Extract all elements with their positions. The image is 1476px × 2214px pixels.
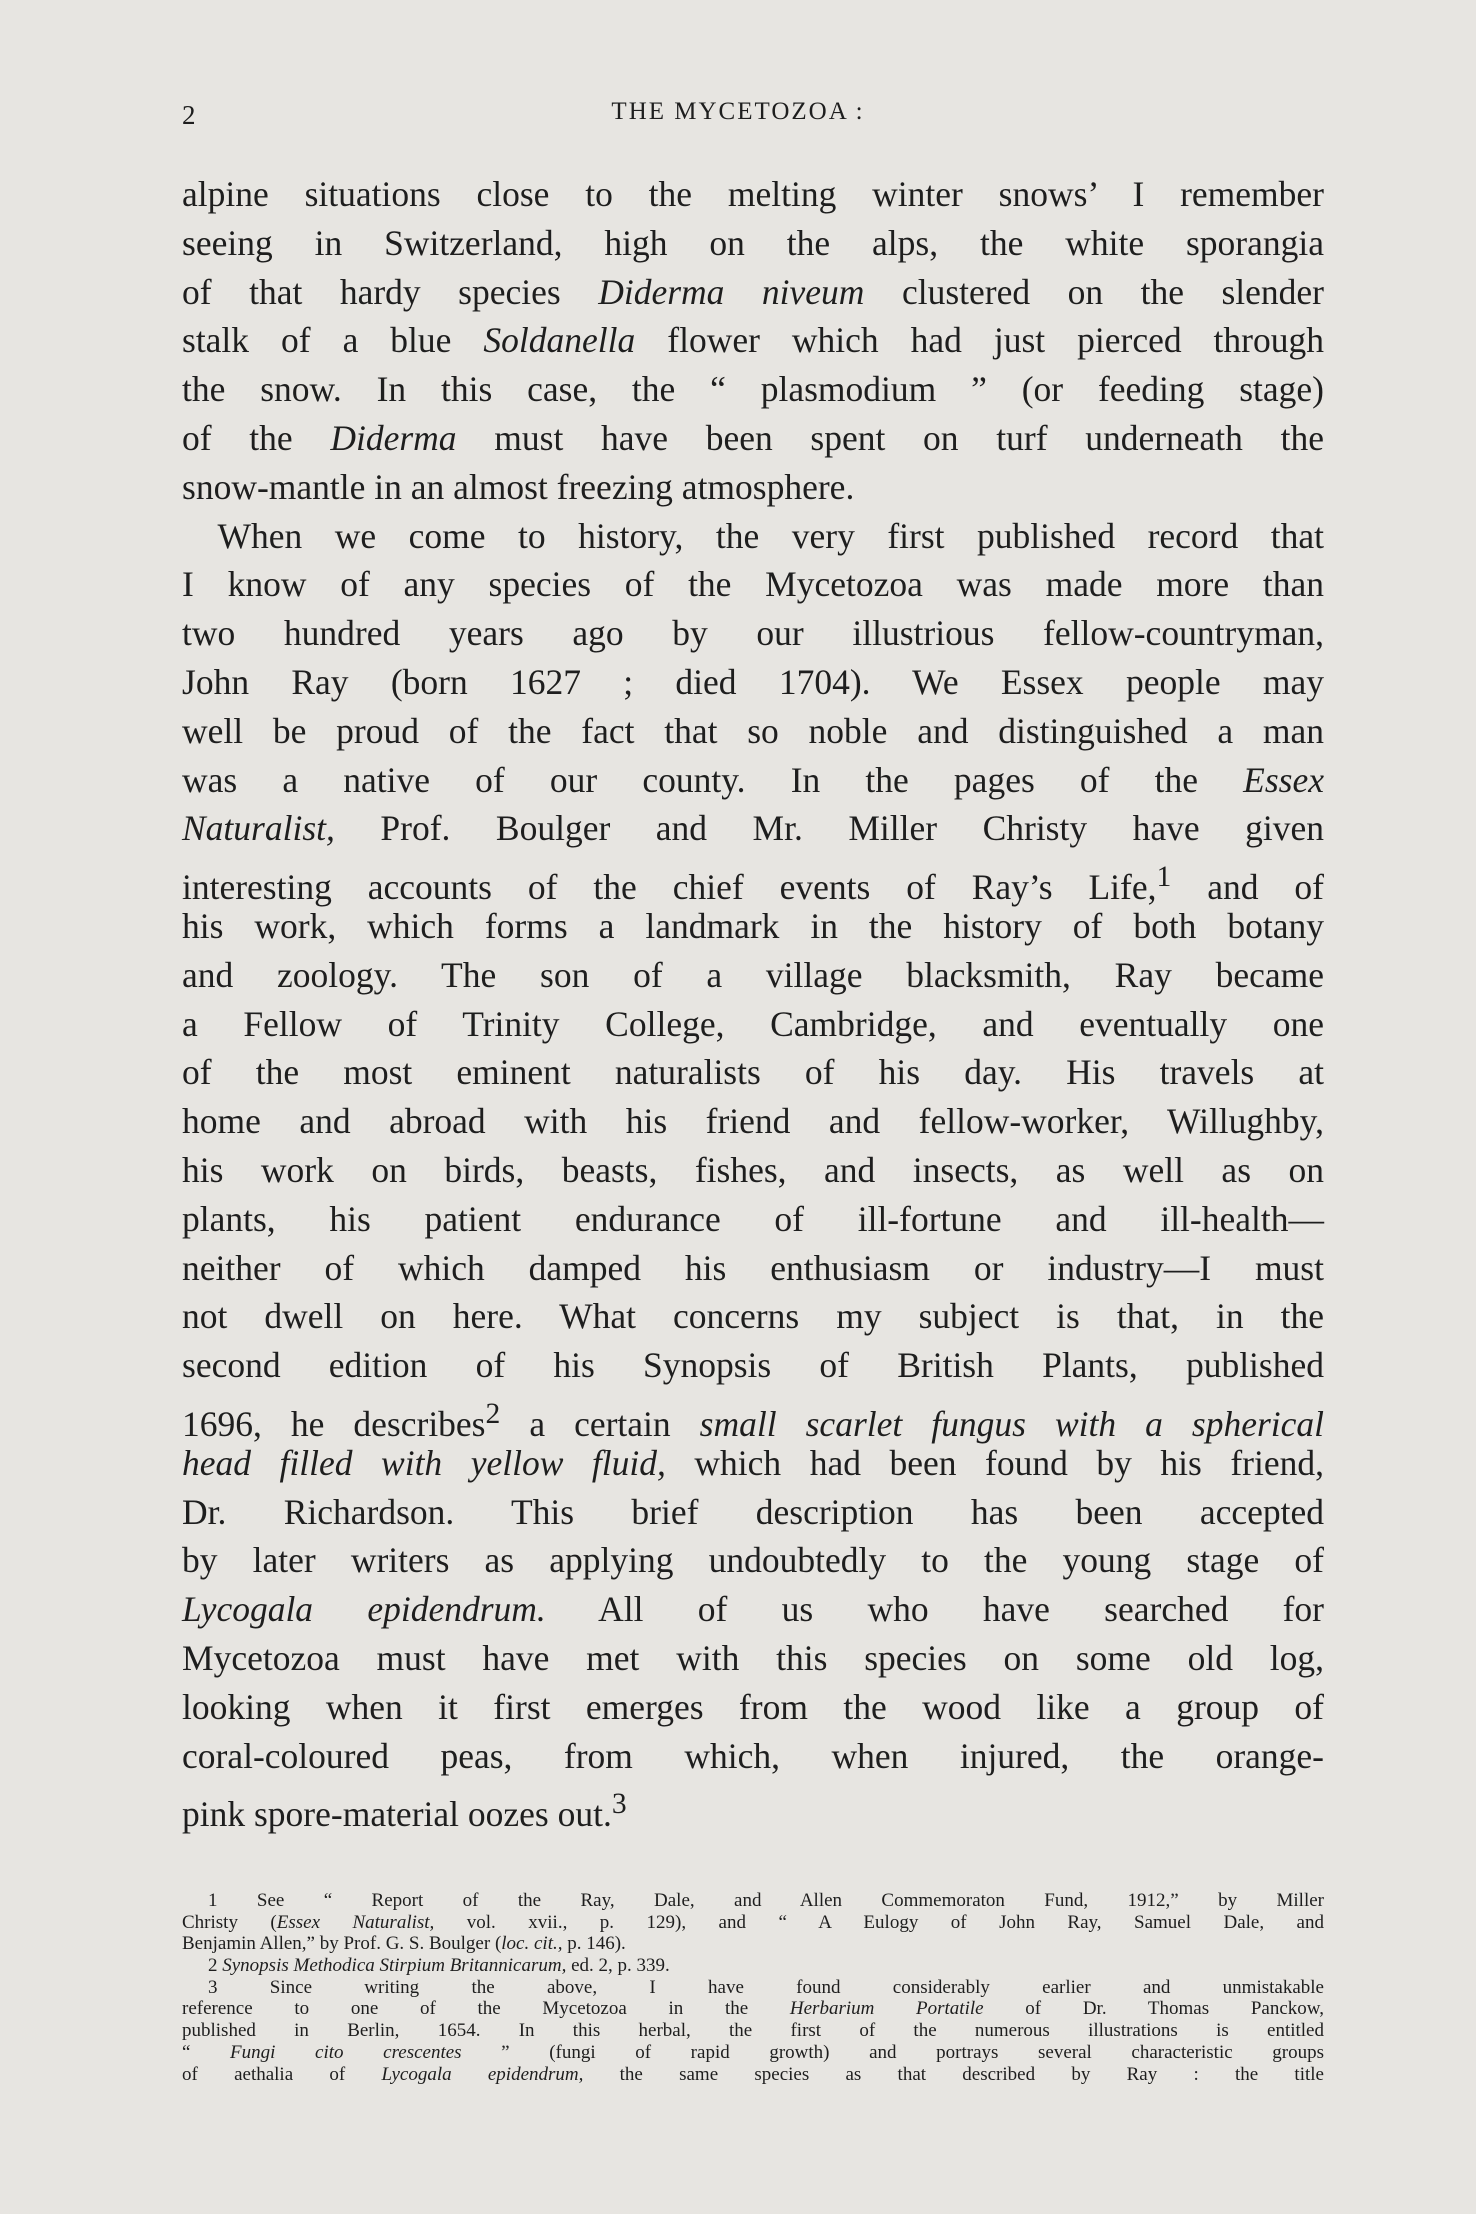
text-line: I know of any species of the Mycetozoa was made more than (182, 564, 1324, 605)
body-text (182, 170, 1325, 1835)
footnote-line: 2 Synopsis Methodica Stirpium Britannicarum, ed. 2, p. 339. (208, 1955, 670, 1977)
text-line: his work on birds, beasts, fishes, and insects, as well as on (182, 1149, 1324, 1190)
footnote-line: Christy (Essex Naturalist, vol. xvii., p. 129), and “ A Eulogy of John Ray, Samuel Dale, and (182, 1911, 1324, 1933)
text-line: of the most eminent naturalists of his day. His travels at (182, 1052, 1324, 1093)
footnote-line: 1 See “ Report of the Ray, Dale, and Allen Commemoraton Fund, 1912,” by Miller (208, 1890, 1324, 1911)
text-line: seeing in Switzerland, high on the alps, the white sporangia (182, 222, 1324, 263)
text-line: two hundred years ago by our illustrious fellow-countryman, (182, 613, 1324, 654)
text-line: plants, his patient endurance of ill-fortune and ill-health— (182, 1198, 1324, 1239)
text-line: home and abroad with his friend and fellow-worker, Willughby, (182, 1101, 1324, 1142)
text-line: neither of which damped his enthusiasm or industry—I must (182, 1247, 1324, 1288)
text-line: was a native of our county. In the pages of the Essex (182, 759, 1324, 800)
text-line: Lycogala epidendrum. All of us who have searched for (182, 1589, 1325, 1630)
footnote-line: Benjamin Allen,” by Prof. G. S. Boulger (loc. cit., p. 146). (182, 1933, 626, 1955)
text-line: 1696, he describes$^2$ a certain small scarlet fungus with a spherical (182, 1397, 1324, 1444)
text-line: not dwell on here. What concerns my subject is that, in the (182, 1296, 1324, 1337)
text-line: alpine situations close to the melting winter snows’ I remember (182, 174, 1324, 214)
text-line: Naturalist, Prof. Boulger and Mr. Miller Christy have given (182, 808, 1324, 849)
text-line: Dr. Richardson. This brief description has been accepted (182, 1491, 1324, 1532)
text-line: the snow. In this case, the “ plasmodium ” (or feeding stage) (182, 369, 1324, 410)
text-line: When we come to history, the very first published record that (182, 515, 1324, 556)
running-head: THE MYCETOZOA : (611, 98, 865, 125)
text-line: well be proud of the fact that so noble and distinguished a man (182, 710, 1324, 751)
text-line: pink spore-material oozes out.$^3$ (182, 1788, 627, 1835)
footnote-line: 3 Since writing the above, I have found considerably earlier and unmistakable (208, 1976, 1324, 1998)
text-line: and zoology. The son of a village blacksmith, Ray became (182, 954, 1324, 995)
text-line: snow-mantle in an almost freezing atmosphere. (182, 466, 855, 507)
text-line: of that hardy species Diderma niveum clustered on the slender (182, 271, 1324, 312)
page-number: 2 (182, 100, 196, 130)
footnote-line: published in Berlin, 1654. In this herbal, the first of the numerous illustrations is entitled (182, 2020, 1324, 2042)
text-line: Mycetozoa must have met with this species on some old log, (182, 1637, 1324, 1678)
text-line: his work, which forms a landmark in the history of both botany (182, 905, 1324, 946)
footnote-line: reference to one of the Mycetozoa in the Herbarium Portatile of Dr. Thomas Panckow, (182, 1998, 1325, 2020)
footnotes (182, 1890, 1324, 2085)
text-line: head filled with yellow fluid, which had been found by his friend, (182, 1442, 1324, 1483)
text-line: interesting accounts of the chief events of Ray’s Life,$^1$ and of (182, 861, 1324, 907)
footnote-line: “ Fungi cito crescentes ” (fungi of rapid growth) and portrays several characteristic groups (182, 2041, 1324, 2063)
text-line: John Ray (born 1627 ; died 1704). We Essex people may (182, 661, 1324, 702)
text-line: by later writers as applying undoubtedly to the young stage of (182, 1540, 1324, 1581)
footnote-line: of aethalia of Lycogala epidendrum, the same species as that described by Ray : the title (182, 2063, 1324, 2085)
text-line: stalk of a blue Soldanella flower which had just pierced through (182, 320, 1324, 361)
text-line: of the Diderma must have been spent on turf underneath the (182, 417, 1324, 458)
text-line: second edition of his Synopsis of British Plants, published (182, 1345, 1324, 1386)
text-line: coral-coloured peas, from which, when injured, the orange- (182, 1735, 1324, 1776)
text-line: a Fellow of Trinity College, Cambridge, and eventually one (182, 1003, 1324, 1044)
text-line: looking when it first emerges from the wood like a group of (182, 1686, 1324, 1727)
